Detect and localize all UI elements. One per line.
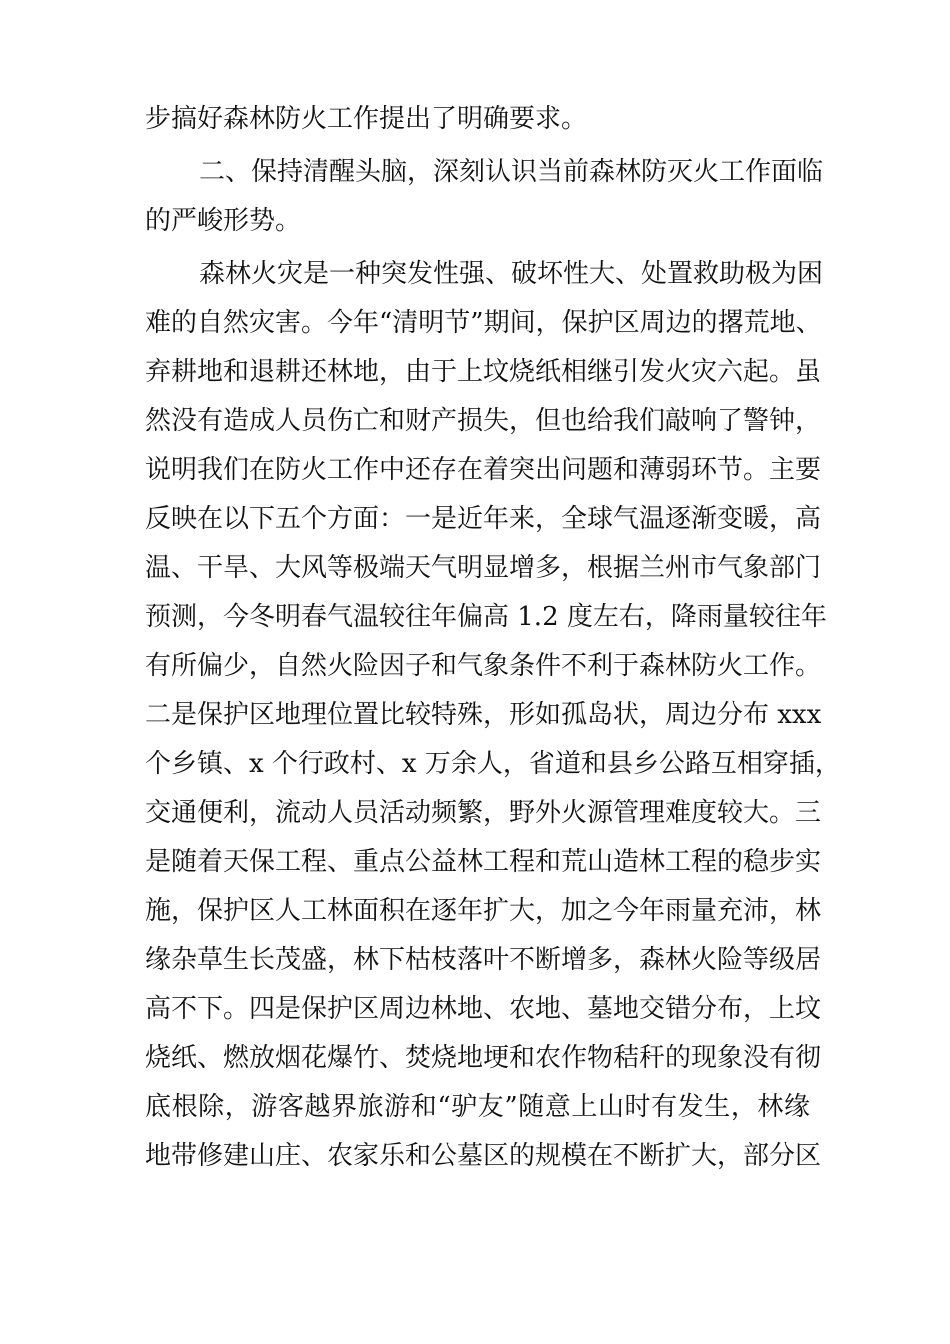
paragraph-line: 森林火灾是一种突发性强、破坏性大、处置救助极为困 bbox=[199, 259, 824, 289]
paragraph-line: 说明我们在防火工作中还存在着突出问题和薄弱环节。主要 bbox=[145, 455, 822, 485]
paragraph-line: 地带修建山庄、农家乐和公墓区的规模在不断扩大，部分区 bbox=[145, 1141, 822, 1171]
section-heading-line: 二、保持清醒头脑，深刻认识当前森林防灭火工作面临 bbox=[199, 157, 824, 187]
paragraph-line: 难的自然灾害。今年“清明节”期间，保护区周边的撂荒地、 bbox=[145, 308, 822, 338]
paragraph-line: 高不下。四是保护区周边林地、农地、墓地交错分布，上坟 bbox=[145, 994, 822, 1024]
paragraph-line: 有所偏少，自然火险因子和气象条件不利于森林防火工作。 bbox=[145, 651, 822, 681]
paragraph-line: 然没有造成人员伤亡和财产损失，但也给我们敲响了警钟， bbox=[145, 406, 822, 436]
paragraph-line: 预测，今冬明春气温较往年偏高 1.2 度左右，降雨量较往年 bbox=[145, 602, 827, 632]
paragraph-line: 缘杂草生长茂盛，林下枯枝落叶不断增多，森林火险等级居 bbox=[145, 945, 822, 975]
paragraph-line: 温、干旱、大风等极端天气明显增多，根据兰州市气象部门 bbox=[145, 553, 822, 583]
section-heading-line: 的严峻形势。 bbox=[145, 206, 302, 236]
paragraph-line: 是随着天保工程、重点公益林工程和荒山造林工程的稳步实 bbox=[145, 847, 822, 877]
paragraph-line: 烧纸、燃放烟花爆竹、焚烧地埂和农作物秸秆的现象没有彻 bbox=[145, 1043, 822, 1073]
paragraph-line: 步搞好森林防火工作提出了明确要求。 bbox=[145, 104, 588, 134]
document-body bbox=[145, 95, 841, 1181]
paragraph-line: 弃耕地和退耕还林地，由于上坟烧纸相继引发火灾六起。虽 bbox=[145, 357, 822, 387]
paragraph-line: 底根除，游客越界旅游和“驴友”随意上山时有发生，林缘 bbox=[145, 1092, 810, 1122]
paragraph-line: 个乡镇、x 个行政村、x 万余人，省道和县乡公路互相穿插， bbox=[145, 749, 841, 779]
paragraph-line: 施，保护区人工林面积在逐年扩大，加之今年雨量充沛，林 bbox=[145, 896, 822, 926]
paragraph-line: 交通便利，流动人员活动频繁，野外火源管理难度较大。三 bbox=[145, 798, 822, 828]
paragraph-line: 二是保护区地理位置比较特殊，形如孤岛状，周边分布 xxx bbox=[145, 700, 822, 730]
paragraph-line: 反映在以下五个方面：一是近年来，全球气温逐渐变暖，高 bbox=[145, 504, 822, 534]
